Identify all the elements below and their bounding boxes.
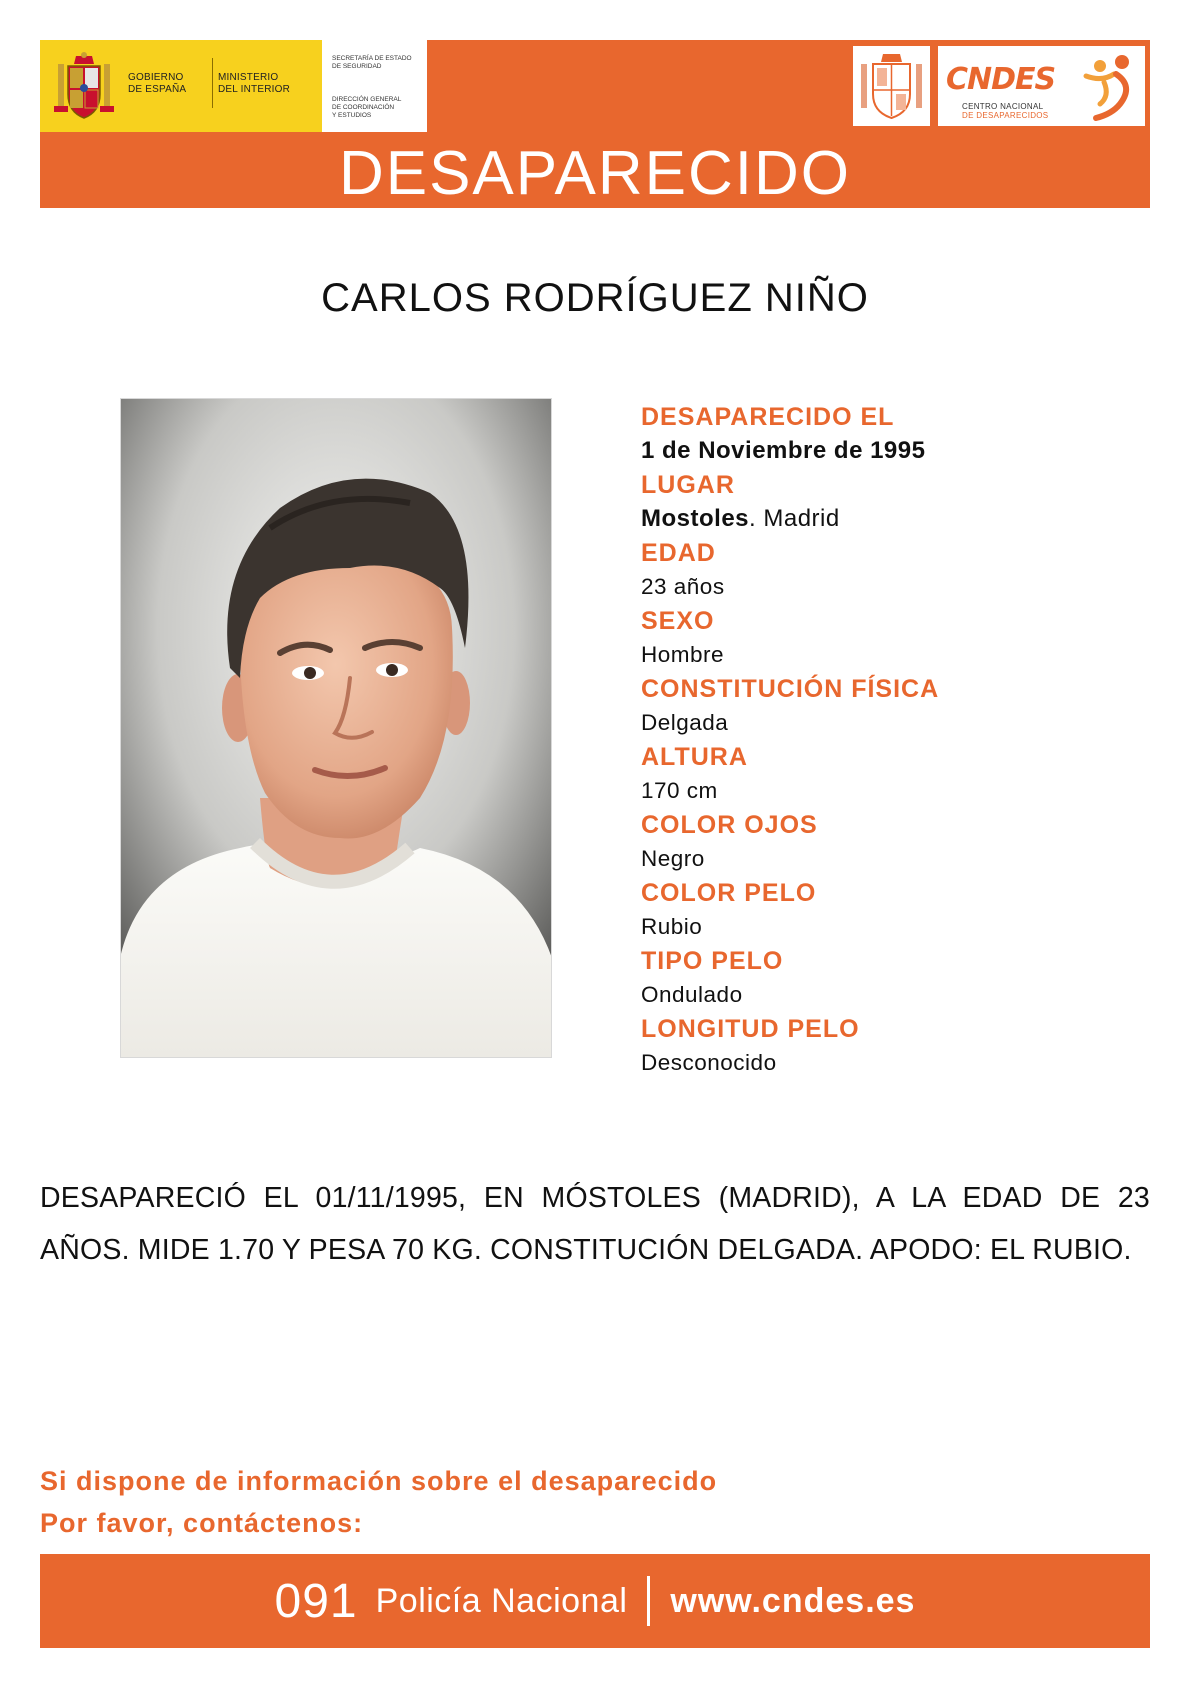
detail-label-height: ALTURA xyxy=(641,743,748,771)
detail-label-eye-color: COLOR OJOS xyxy=(641,811,818,839)
detail-value-sex: Hombre xyxy=(641,642,725,667)
people-figure-icon xyxy=(1076,52,1140,122)
detail-value-place xyxy=(641,502,1161,536)
case-description: DESAPARECIÓ EL 01/11/1995, EN MÓSTOLES (MADRID), A LA EDAD DE 23 AÑOS. MIDE 1.70 Y PESA 70 KG. CONSTITUCIÓN DELGADA. APODO: EL RUBIO. xyxy=(40,1182,1150,1266)
directorate-line-2: DE COORDINACIÓN xyxy=(332,104,395,111)
footer-separator xyxy=(647,1576,650,1626)
detail-label-hair-length: LONGITUD PELO xyxy=(641,1015,860,1043)
cndes-shield-box xyxy=(853,46,930,126)
details-list xyxy=(641,400,1161,1080)
cndes-subtitle-line-1: CENTRO NACIONAL xyxy=(962,102,1044,111)
government-line-1: GOBIERNO xyxy=(128,72,184,83)
detail-value-eye-color: Negro xyxy=(641,846,705,871)
government-name xyxy=(128,72,186,96)
cndes-logo-word-text: CNDES xyxy=(946,62,1056,97)
secretariat-name xyxy=(332,55,412,71)
cndes-logo-word xyxy=(946,62,1055,97)
detail-label-missing-date: DESAPARECIDO EL xyxy=(641,403,895,431)
detail-value-missing-date: 1 de Noviembre de 1995 xyxy=(641,437,926,464)
government-line-2: DE ESPAÑA xyxy=(128,84,187,95)
detail-label-hair-color: COLOR PELO xyxy=(641,879,817,907)
directorate-name xyxy=(332,96,401,120)
secretariat-line-1: SECRETARÍA DE ESTADO xyxy=(332,55,412,62)
detail-value-build: Delgada xyxy=(641,710,729,735)
footer-phone-number[interactable]: 091 xyxy=(274,1574,358,1628)
footer-band xyxy=(40,1554,1150,1648)
coat-of-arms-icon xyxy=(853,46,930,126)
footer-website-link[interactable]: www.cndes.es xyxy=(670,1581,916,1620)
person-photo xyxy=(120,398,552,1058)
detail-label-age: EDAD xyxy=(641,539,716,567)
ministry-line-1: MINISTERIO xyxy=(218,72,279,83)
footer-organization: Policía Nacional xyxy=(375,1581,628,1620)
detail-value-height: 170 cm xyxy=(641,778,718,803)
detail-label-hair-type: TIPO PELO xyxy=(641,947,784,975)
cndes-subtitle-line-2: DE DESAPARECIDOS xyxy=(962,111,1049,120)
detail-label-place: LUGAR xyxy=(641,471,735,499)
person-name: CARLOS RODRÍGUEZ NIÑO xyxy=(321,276,869,320)
secretariat-line-2: DE SEGURIDAD xyxy=(332,63,382,70)
detail-label-sex: SEXO xyxy=(641,607,715,635)
logo-divider xyxy=(212,58,213,108)
ministry-name xyxy=(218,72,290,96)
ministry-line-2: DEL INTERIOR xyxy=(218,84,291,95)
detail-value-hair-color: Rubio xyxy=(641,914,703,939)
banner-title: DESAPARECIDO xyxy=(338,139,852,208)
detail-value-hair-length: Desconocido xyxy=(641,1050,777,1075)
detail-value-place-city: Mostoles xyxy=(641,505,750,532)
detail-value-hair-type: Ondulado xyxy=(641,982,743,1007)
contact-prompt-line-2: Por favor, contáctenos: xyxy=(40,1508,364,1538)
directorate-line-3: Y ESTUDIOS xyxy=(332,112,372,119)
coat-of-arms-icon xyxy=(52,50,116,124)
contact-prompt-line-1: Si dispone de información sobre el desaparecido xyxy=(40,1466,718,1496)
detail-value-age: 23 años xyxy=(641,574,725,599)
directorate-line-1: DIRECCIÓN GENERAL xyxy=(332,96,402,103)
detail-label-build: CONSTITUCIÓN FÍSICA xyxy=(641,675,940,703)
detail-value-place-region: . Madrid xyxy=(749,505,840,532)
